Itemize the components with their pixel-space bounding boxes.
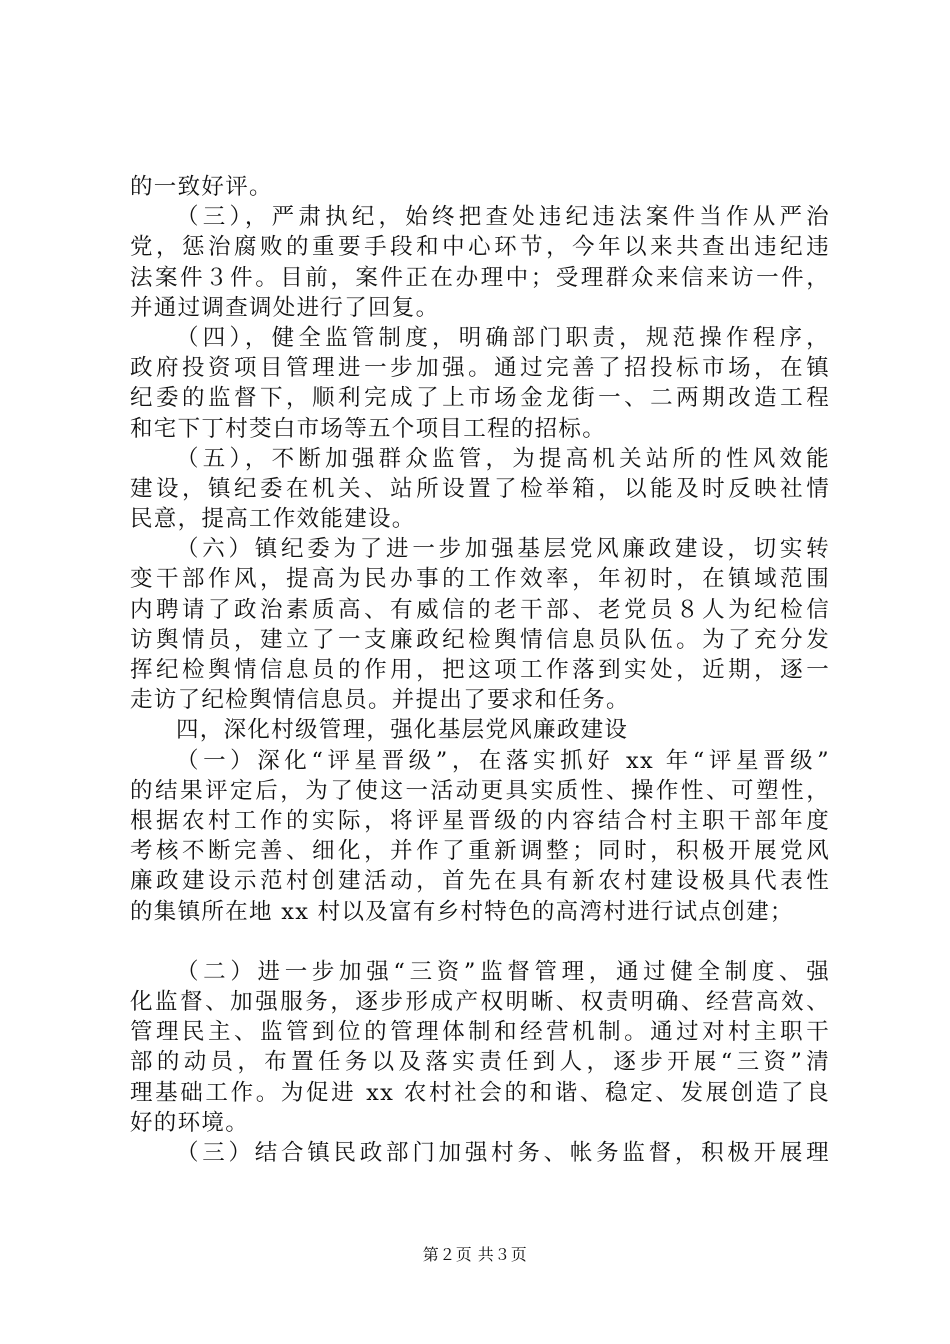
text-line: 好的环境。 [130, 1109, 250, 1136]
text-line: 根据农村工作的实际，将评星晋级的内容结合村主职干部年度 [130, 807, 830, 834]
text-line: 的一致好评。 [130, 174, 273, 200]
text-line: 和宅下丁村茭白市场等五个项目工程的招标。 [130, 415, 607, 442]
text-line: 的结果评定后，为了使这一活动更具实质性、操作性、可塑性， [130, 777, 830, 804]
text-line: （四），健全监管制度，明确部门职责，规范操作程序， [176, 324, 830, 351]
text-line: （三）结合镇民政部门加强村务、帐务监督，积极开展理 [176, 1140, 830, 1166]
text-line: 建设，镇纪委在机关、站所设置了检举箱，以能及时反映社情 [130, 475, 830, 502]
text-line: 走访了纪检舆情信息员。并提出了要求和任务。 [130, 687, 630, 714]
text-line: （一）深化“评星晋级”，在落实抓好 xx 年“评星晋级” [176, 747, 830, 774]
text-line: 法案件３件。目前，案件正在办理中；受理群众来信来访一件， [130, 264, 830, 291]
text-line: 访舆情员，建立了一支廉政纪检舆情信息员队伍。为了充分发 [130, 626, 830, 653]
text-line: 民意，提高工作效能建设。 [130, 506, 416, 533]
text-line: 纪委的监督下，顺利完成了上市场金龙街一、二两期改造工程 [130, 385, 830, 412]
text-line: 部的动员，布置任务以及落实责任到人，逐步开展“三资”清 [130, 1049, 830, 1076]
text-line: （五），不断加强群众监管，为提高机关站所的性风效能 [176, 445, 830, 472]
text-line: 化监督、加强服务，逐步形成产权明晰、权责明确、经营高效、 [130, 989, 830, 1016]
document-body [130, 172, 830, 1168]
text-line: 内聘请了政治素质高、有威信的老干部、老党员８人为纪检信 [130, 596, 830, 623]
text-line: 四，深化村级管理，强化基层党风廉政建设 [176, 717, 629, 744]
text-line: （六）镇纪委为了进一步加强基层党风廉政建设，切实转 [176, 536, 830, 563]
text-line: （三），严肃执纪，始终把查处违纪违法案件当作从严治 [176, 204, 830, 231]
text-line: 挥纪检舆情信息员的作用，把这项工作落到实处，近期，逐一 [130, 657, 830, 683]
text-line: 党，惩治腐败的重要手段和中心环节，今年以来共查出违纪违 [130, 234, 830, 261]
text-line: 廉政建设示范村创建活动，首先在具有新农村建设极具代表性 [130, 868, 830, 895]
text-line: 并通过调查调处进行了回复。 [130, 294, 440, 321]
text-line: 的集镇所在地 xx 村以及富有乡村特色的高湾村进行试点创建； [130, 898, 794, 925]
text-line: 管理民主、监管到位的管理体制和经营机制。通过对村主职干 [130, 1019, 830, 1046]
text-line: 政府投资项目管理进一步加强。通过完善了招投标市场，在镇 [130, 355, 830, 382]
page-footer: 第２页 共３页 [422, 1245, 528, 1264]
text-line: 考核不断完善、细化，并作了重新调整；同时，积极开展党风 [130, 838, 830, 865]
blank-line [130, 927, 830, 957]
text-line: （二）进一步加强“三资”监督管理，通过健全制度、强 [176, 958, 830, 985]
text-line: 变干部作风，提高为民办事的工作效率，年初时，在镇域范围 [130, 566, 830, 593]
text-line: 理基础工作。为促进 xx 农村社会的和谐、稳定、发展创造了良 [130, 1079, 830, 1106]
